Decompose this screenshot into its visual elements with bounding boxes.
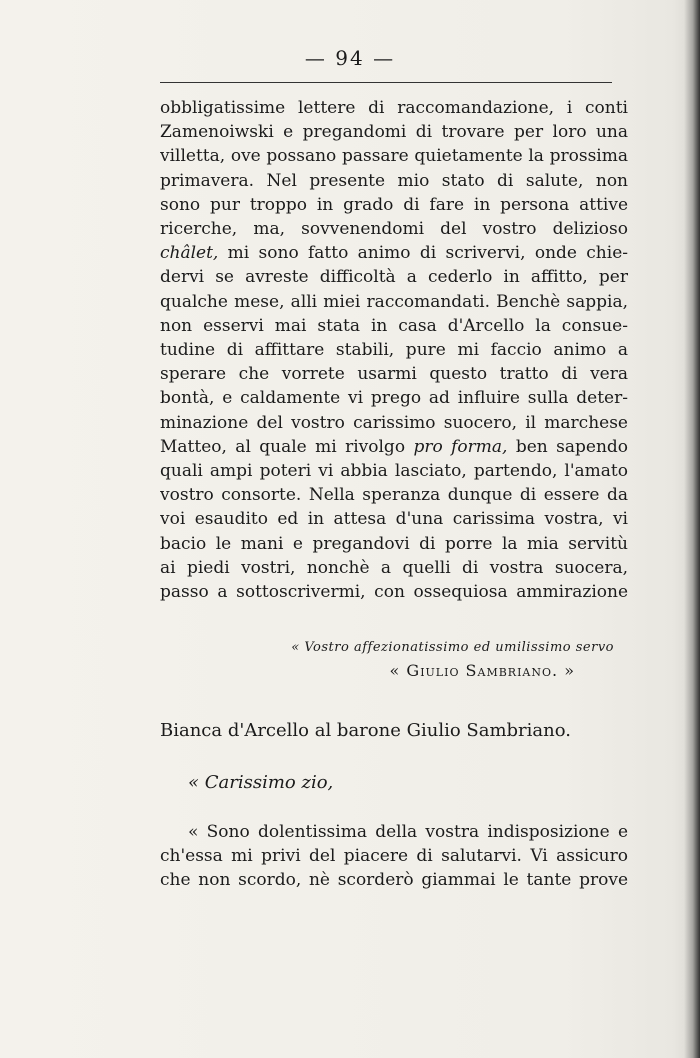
letter-heading: Bianca d'Arcello al barone Giulio Sambriano. xyxy=(160,720,571,741)
quote-open: « xyxy=(389,661,401,680)
text-line: quali ampi poteri vi abbia lasciato, partendo, l'amato xyxy=(160,461,628,482)
italic-pro-forma: pro forma, xyxy=(413,436,508,457)
text-line: ch'essa mi privi del piacere di salutarvi. Vi assicuro xyxy=(160,846,628,867)
text-line: ricerche, ma, sovvenendomi del vostro delizioso xyxy=(160,219,628,240)
text-line: vostro consorte. Nella speranza dunque di essere da xyxy=(160,485,628,506)
text-line: sperare che vorrete usarmi questo tratto di vera xyxy=(160,364,628,385)
text-line xyxy=(160,435,628,459)
text-line: dervi se avreste difficoltà a cederlo in affitto, per xyxy=(160,267,628,288)
text-line: ai piedi vostri, nonchè a quelli di vostra suocera, xyxy=(160,557,628,578)
signature-name: Giulio Sambriano xyxy=(406,661,553,680)
letter-body-2 xyxy=(160,820,628,893)
text-line xyxy=(160,241,628,265)
page-number: — 94 — xyxy=(304,46,396,70)
text-line: « Sono dolentissima della vostra indisposizione e xyxy=(188,822,628,842)
text-line: primavera. Nel presente mio stato di salute, non xyxy=(160,170,628,191)
text-line: qualche mese, alli miei raccomandati. Benchè sappia, xyxy=(160,291,628,312)
text-line: voi esaudito ed in attesa d'una carissima vostra, vi xyxy=(160,509,628,530)
text-fragment: ben sapendo xyxy=(515,436,628,457)
letter-closing: « Vostro affezionatissimo ed umilissimo servo xyxy=(291,640,614,655)
text-line: non esservi mai stata in casa d'Arcello la consue- xyxy=(160,315,628,336)
text-fragment: Matteo, al quale mi rivolgo xyxy=(160,436,406,457)
text-line: tudine di affittare stabili, pure mi faccio animo a xyxy=(160,340,628,361)
text-line: bacio le mani e pregandovi di porre la mia servitù xyxy=(160,533,628,554)
text-line: che non scordo, nè scorderò giammai le tante prove xyxy=(160,870,628,891)
header-rule xyxy=(160,82,612,83)
text-line: Zamenoiwski e pregandomi di trovare per loro una xyxy=(160,122,628,143)
text-line: minazione del vostro carissimo suocero, il marchese xyxy=(160,412,628,433)
text-fragment: mi sono fatto animo di scrivervi, onde chie- xyxy=(227,243,628,264)
text-line: sono pur troppo in grado di fare in persona attive xyxy=(160,194,628,215)
letter-body xyxy=(160,96,628,604)
text-line: villetta, ove possano passare quietamente la prossima xyxy=(160,146,628,167)
text-line: obbligatissime lettere di raccomandazione, i conti xyxy=(160,98,628,118)
letter-signature xyxy=(0,661,575,680)
italic-chalet: châlet, xyxy=(160,243,219,264)
text-line: bontà, e caldamente vi prego ad influire sulla deter- xyxy=(160,388,628,409)
text-line: passo a sottoscrivermi, con ossequiosa ammirazione xyxy=(160,582,628,603)
page-edge-shadow xyxy=(684,0,700,1058)
letter-salutation: « Carissimo zio, xyxy=(188,772,334,793)
quote-close: . » xyxy=(552,661,575,680)
